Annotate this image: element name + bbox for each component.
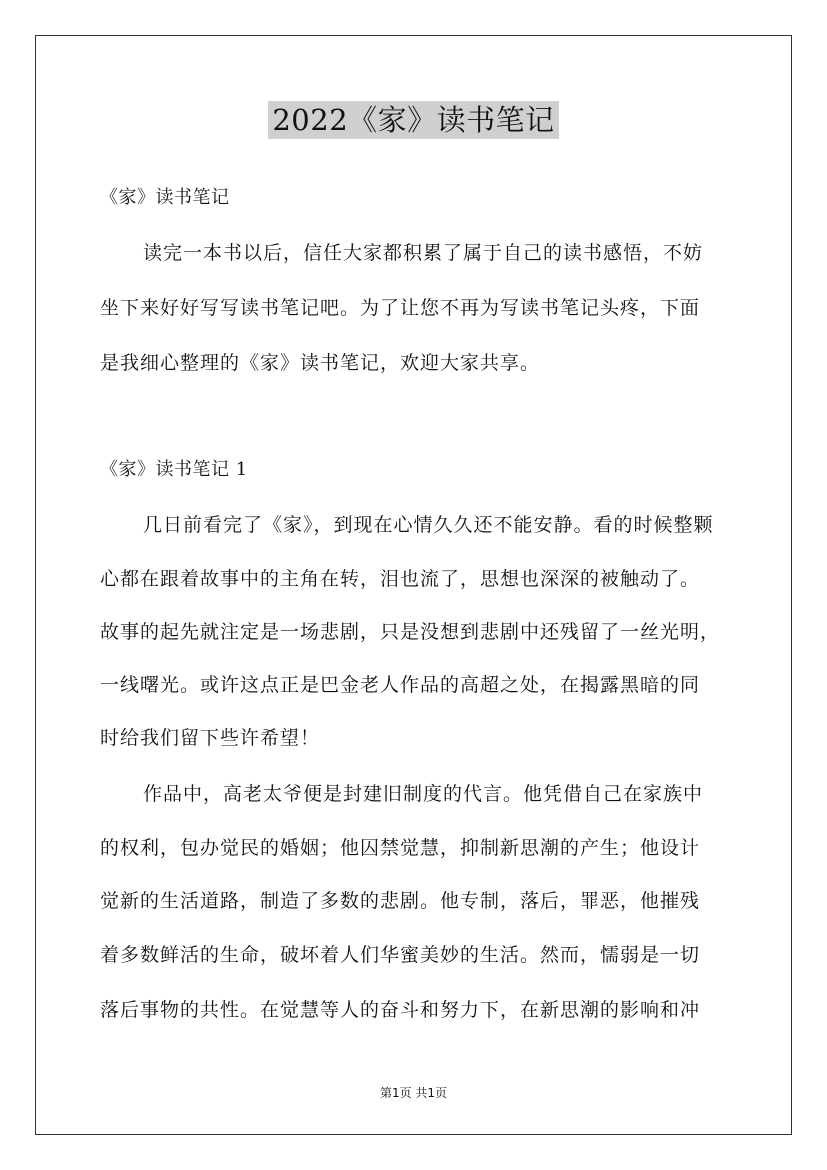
paragraph-line: 时给我们留下些许希望！ — [100, 727, 321, 749]
intro-line: 坐下来好好写写读书笔记吧。为了让您不再为写读书笔记头疼，下面 — [100, 297, 701, 319]
paragraph-line: 几日前看完了《家》，到现在心情久久还不能安静。看的时候整颗 — [143, 514, 714, 536]
paragraph-line: 作品中，高老太爷便是封建旧制度的代言。他凭借自己在家族中 — [143, 783, 704, 805]
paragraph-line: 一线曙光。或许这点正是巴金老人作品的高超之处，在揭露黑暗的同 — [100, 674, 701, 696]
intro-line: 是我细心整理的《家》读书笔记，欢迎大家共享。 — [100, 352, 541, 374]
paragraph-line: 着多数鲜活的生命，破坏着人们华蜜美妙的生活。然而，懦弱是一切 — [100, 944, 701, 966]
section-heading: 《家》读书笔记 1 — [100, 459, 248, 480]
page-footer: 第1页 共1页 — [379, 1086, 448, 1100]
document-title-container — [0, 98, 827, 139]
paragraph-line: 落后事物的共性。在觉慧等人的奋斗和努力下，在新思潮的影响和冲 — [100, 999, 701, 1021]
paragraph-line: 觉新的生活道路，制造了多数的悲剧。他专制，落后，罪恶，他摧残 — [100, 890, 701, 912]
paragraph-line: 心都在跟着故事中的主角在转，泪也流了，思想也深深的被触动了。 — [100, 568, 701, 590]
document-title: 2022《家》读书笔记 — [268, 101, 558, 139]
paragraph-line: 故事的起先就注定是一场悲剧，只是没想到悲剧中还残留了一丝光明， — [100, 621, 721, 643]
intro-line: 读完一本书以后，信任大家都积累了属于自己的读书感悟，不妨 — [143, 242, 704, 264]
paragraph-line: 的权利，包办觉民的婚姻；他囚禁觉慧，抑制新思潮的产生；他设计 — [100, 837, 701, 859]
intro-heading: 《家》读书笔记 — [100, 187, 230, 208]
